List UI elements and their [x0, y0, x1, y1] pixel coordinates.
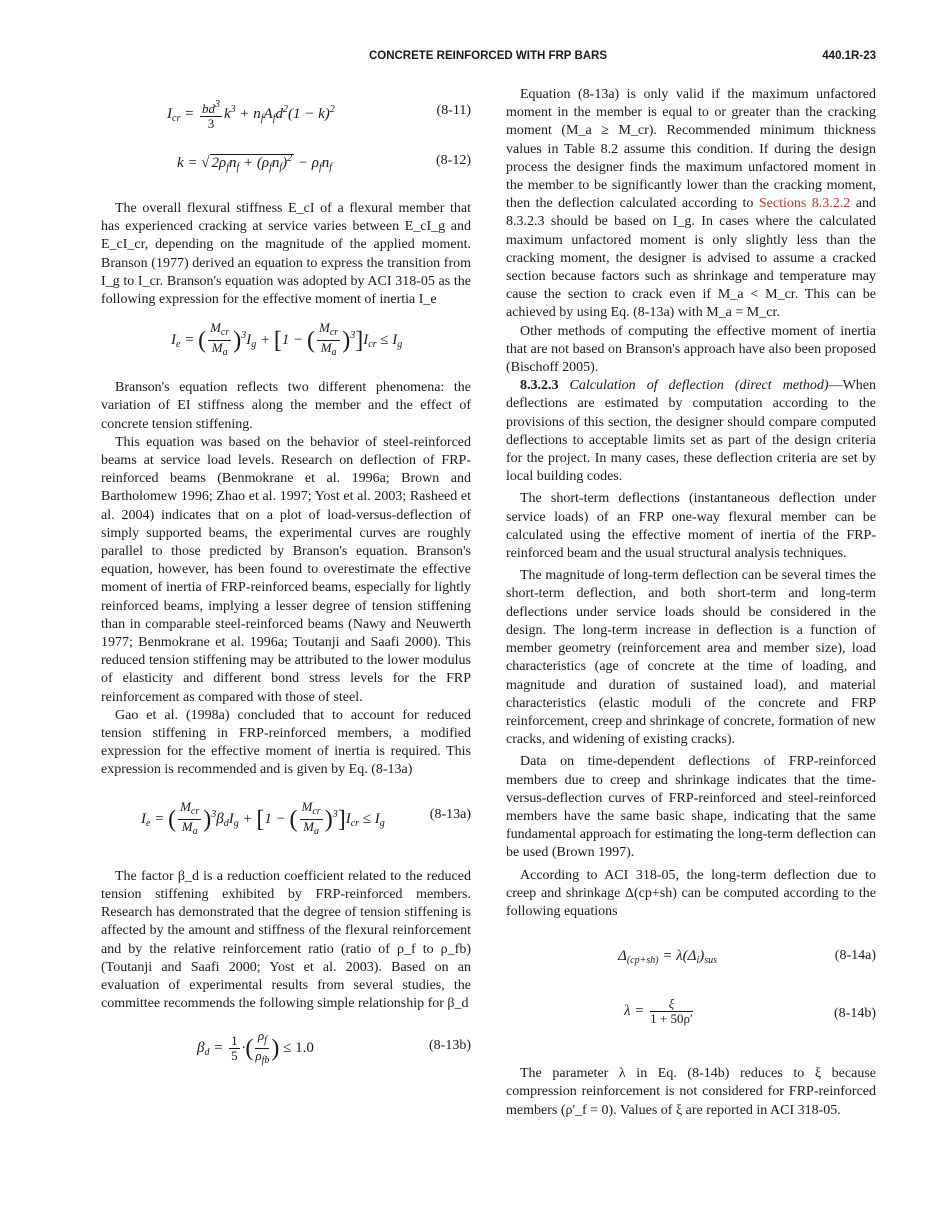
paragraph: This equation was based on the behavior of steel-reinforced beams at service load levels. Research on deflection of FRP-reinforced beams (Benmokrane et al. 1996a; Brown and Bartholomew 1996; Zhao et al. 1997; Yost et al. 2003; Rasheed et al. 2004) indicates that on a plot of load-versus-deflection of simply supported beams, the experimental curves are roughly parallel to those predicted by Branson's equation. Branson's equation, however, has been found to overestimate the effective moment of inertia of FRP-reinforced beams, especially for lightly reinforced beams, implying a lesser degree of tension stiffening than in comparable steel-reinforced beams (Nawy and Neuwerth 1977; Benmokrane et al. 1996a; Toutanji and Saafi 2000). This reduced tension stiffening may be attributed to the lower modulus of elasticity and different bond stress levels for the FRP reinforcement as compared with those of steel. [101, 434, 471, 705]
equation-8-12: k = √ $2\rho_fn_f + (\rho_fn_f)^2 - \rho_fn_f$ (8-12) [177, 153, 471, 173]
left-column [101, 86, 471, 1073]
paragraph: The parameter λ in Eq. (8-14b) reduces to ξ because compression reinforcement is not considered for FRP-reinforced members (ρ'_f = 0). Values of ξ are reported in ACI 318-05. [506, 1066, 876, 1118]
paragraph: The magnitude of long-term deflection can be several times the short-term deflection, and both short-term and long-term deflections under service loads should be considered in the design. The long-term increase in deflection is a function of member geometry (reinforcement area and member size), load characteristics (age of concrete at the time of loading, and magnitude and duration of sustained load), and material characteristics (elastic moduli of the concrete and FRP reinforcement, creep and shrinkage of concrete, formation of new cracks, and widening of existing cracks). [506, 568, 876, 748]
equation-8-11: $I_{cr}$ = $\frac{bd^3}{3}$ $k^3 + n_fA_fd^2(1 - k)^2$ (8-11) [167, 99, 471, 131]
paragraph: Equation (8-13a) is only valid if the maximum unfactored moment in the member is equal to or greater than the cracking moment (M_a ≥ M_cr). Recommended minimum thickness values in Table 8.2 assume this condition. If during the design process the designer finds the maximum unfactored moment in the member to be significantly lower than the cracking moment, then the deflection calculated according to Sections 8.3.2.2 and 8.3.2.3 should be based on I_g. In cases where the calculated maximum unfactored moment is only slightly less than the cracking moment, the designer is advised to assume a cracked section because factors such as shrinkage and temperature may cause the section to crack even if M_a < M_cr. This can be achieved by using Eq. (8-13a) with M_a = M_cr. [506, 87, 876, 321]
equation-branson: $I_e$ = ( $\frac{M_{cr}}{M_a}$ )$^3I_g + [1$ − ( $\frac{M_{cr}}{M_a}$ )$^3]I_{cr} \le I_g$ [171, 320, 403, 359]
equation-8-14b: λ = $\frac{\xi}{1 + 50\rho'}$ (8-14b) [624, 996, 876, 1027]
equation-number: (8-13a) [429, 806, 471, 822]
equation-number: (8-11) [436, 103, 471, 118]
paragraph: The overall flexural stiffness E_cI of a flexural member that has experienced cracking at service varies between E_cI_g and E_cI_cr, depending on the magnitude of the applied moment. Branson (1977) derived an equation to express the transition from I_g to I_cr. Branson's equation was adopted by ACI 318-05 as the following expression for the effective moment of inertia I_e [101, 201, 471, 308]
page-number: 440.1R-23 [822, 50, 876, 62]
header-title: CONCRETE REINFORCED WITH FRP BARS [368, 50, 608, 62]
paragraph: According to ACI 318-05, the long-term deflection due to creep and shrinkage Δ(cp+sh) can be computed according to the following equations [506, 867, 876, 919]
equation-number: (8-12) [436, 153, 471, 168]
section-heading-paragraph: 8.3.2.3 Calculation of deflection (direct method)—When deflections are estimated by computation according to the provisions of this section, the designer should compare computed deflections to acceptable limits set as part of the design criteria for the project. In many cases, these deflection criteria are set by local building codes. [506, 378, 877, 485]
paragraph: The short-term deflections (instantaneous deflection under service loads) of an FRP one-way flexural member can be calculated using the effective moment of inertia of the FRP-reinforced beam and the usual structural analysis techniques. [506, 491, 876, 562]
running-header [100, 50, 876, 72]
equation-8-13a: $I_e$ = ( $\frac{M_{cr}}{M_a}$ )$^3\beta_dI_g + [1$ − ( $\frac{M_{cr}}{M_a}$ )$^3]I_{cr} \le I_g$ (8-13a) [141, 798, 471, 837]
paragraph: Branson's equation reflects two different phenomena: the variation of EI stiffness along the member and the effect of concrete tension stiffening. [101, 380, 471, 432]
equation-number: (8-14a) [834, 948, 876, 964]
paragraph: The factor β_d is a reduction coefficient related to the reduced tension stiffening exhibited by FRP-reinforced members. Research has demonstrated that the degree of tension stiffening is affected by the amount and stiffness of the flexural reinforcement and by the relative reinforcement ratio (ratio of ρ_f to ρ_fb) (Toutanji and Saafi 2000; Yost et al. 2003). Based on an evaluation of experimental results from several studies, the committee recommends the following simple relationship for β_d [101, 868, 471, 1012]
section-link[interactable]: Sections 8.3.2.2 [758, 196, 851, 212]
right-column [506, 86, 876, 1120]
paragraph: Data on time-dependent deflections of FRP-reinforced members due to creep and shrinkage indicates that the time-versus-deflection curves of FRP-reinforced and steel-reinforced members have the same basic shape, indicating that the same fundamental approach for estimating the long-term deflection can be used (Brown 1997). [506, 754, 876, 861]
section-number: 8.3.2.3 [520, 378, 559, 394]
equation-number: (8-13b) [429, 1038, 471, 1054]
equation-number: (8-14b) [834, 1006, 876, 1022]
paragraph: Gao et al. (1998a) concluded that to account for reduced tension stiffening in FRP-reinforced members, a modified expression for the effective moment of inertia is required. This expression is recommended and is given by Eq. (8-13a) [101, 707, 471, 778]
equation-8-13b: $\beta_d$ = $\frac{1}{5}$ ·( $\frac{\rho_f}{\rho_{fb}}$ ) ≤ 1.0 (8-13b) [197, 1028, 471, 1067]
paragraph: Other methods of computing the effective moment of inertia that are not based on Branson's approach have also been proposed (Bischoff 2005). [506, 323, 876, 376]
section-title: Calculation of deflection (direct method) [569, 378, 829, 394]
equation-8-14a: $\Delta_{(cp+sh)} = \lambda(\Delta_i)_{sus}$ (8-14a) [618, 948, 876, 967]
